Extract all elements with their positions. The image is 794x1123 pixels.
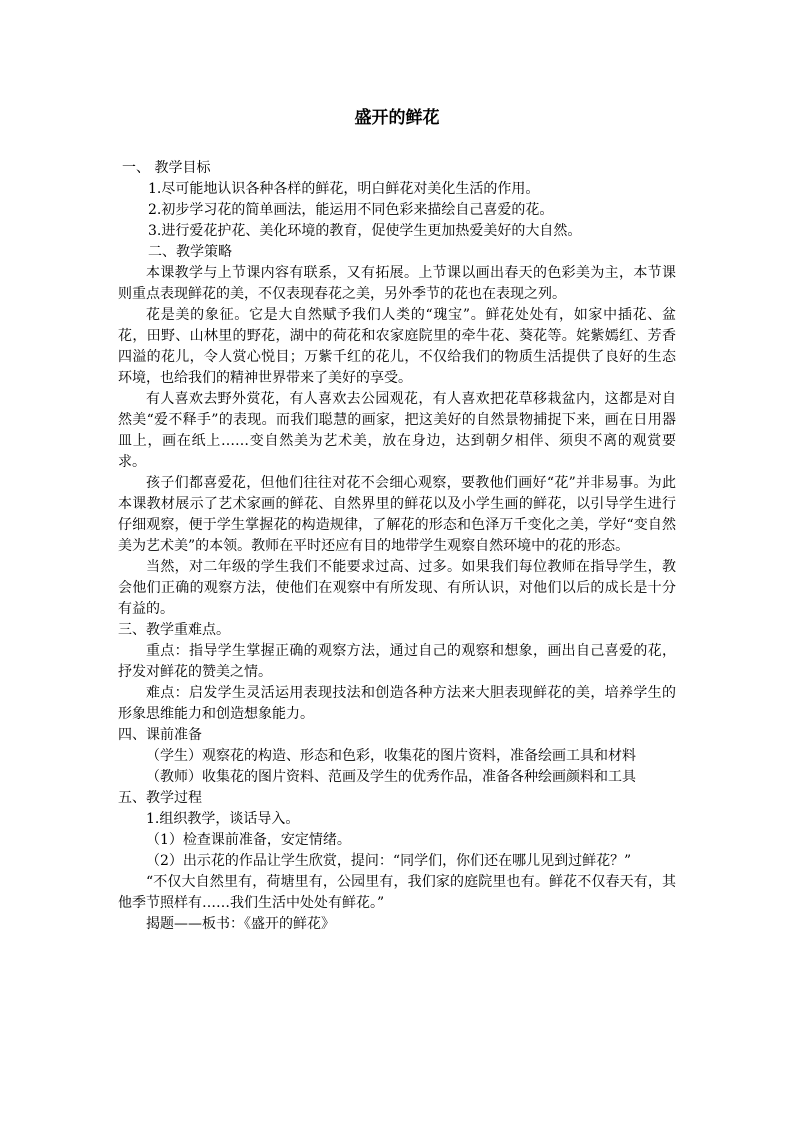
paragraph: 孩子们都喜爱花，但他们往往对花不会细心观察，要教他们画好“花”并非易事。为此本课教材展示了艺术家画的鲜花、自然界里的鲜花以及小学生画的鲜花，以引导学生进行仔细观察，便于学生掌握花的构造规律，了解花的形态和色泽万千变化之美，学好“变自然美为艺术美”的本领。教师在平时还应有目的地带学生观察自然环境中的花的形态。 bbox=[118, 475, 676, 554]
paragraph: 当然，对二年级的学生我们不能要求过高、过多。如果我们每位教师在指导学生，教会他们正确的观察方法，使他们在观察中有所发现、有所认识，对他们以后的成长是十分有益的。 bbox=[118, 559, 676, 617]
paragraph: “不仅大自然里有，荷塘里有，公园里有，我们家的庭院里也有。鲜花不仅春天有，其他季节照样有……我们生活中处处有鲜花。” bbox=[118, 874, 676, 911]
paragraph: 二、教学策略 bbox=[148, 244, 232, 260]
paragraph: （1）检查课前准备，安定情绪。 bbox=[146, 832, 351, 848]
section-heading: 三、教学重难点。 bbox=[118, 622, 230, 638]
section-heading: 四、课前准备 bbox=[118, 727, 202, 743]
paragraph: （2）出示花的作品让学生欣赏，提问：“同学们，你们还在哪儿见到过鲜花？” bbox=[146, 853, 632, 869]
paragraph: 难点：启发学生灵活运用表现技法和创造各种方法来大胆表现鲜花的美，培养学生的形象思维能力和创造想象能力。 bbox=[118, 685, 676, 722]
paragraph: （学生）观察花的构造、形态和色彩，收集花的图片资料，准备绘画工具和材料 bbox=[146, 748, 636, 764]
paragraph: （教师）收集花的图片资料、范画及学生的优秀作品，准备各种绘画颜料和工具 bbox=[146, 769, 636, 785]
section-heading: 五、教学过程 bbox=[118, 790, 202, 806]
paragraph: 1.尽可能地认识各种各样的鲜花，明白鲜花对美化生活的作用。 bbox=[148, 181, 540, 197]
paragraph: 1.组织教学，谈话导入。 bbox=[146, 811, 300, 827]
paragraph: 重点：指导学生掌握正确的观察方法，通过自己的观察和想象，画出自己喜爱的花，抒发对鲜花的赞美之情。 bbox=[118, 643, 676, 680]
document-body bbox=[118, 158, 676, 935]
paragraph: 3.进行爱花护花、美化环境的教育，促使学生更加热爱美好的大自然。 bbox=[148, 223, 582, 239]
paragraph: 2.初步学习花的简单画法，能运用不同色彩来描绘自己喜爱的花。 bbox=[148, 202, 554, 218]
paragraph: 揭题——板书：《盛开的鲜花》 bbox=[146, 916, 335, 932]
document-title: 盛开的鲜花 bbox=[354, 108, 440, 128]
paragraph: 花是美的象征。它是大自然赋予我们人类的“瑰宝”。鲜花处处有，如家中插花、盆花，田野、山林里的野花，湖中的荷花和农家庭院里的牵牛花、葵花等。姹紫嫣红、芳香四溢的花儿，令人赏心悦目；万紫千红的花儿，不仅给我们的物质生活提供了良好的生态环境，也给我们的精神世界带来了美好的享受。 bbox=[118, 307, 676, 386]
paragraph: 本课教学与上节课内容有联系，又有拓展。上节课以画出春天的色彩美为主，本节课则重点表现鲜花的美，不仅表现春花之美，另外季节的花也在表现之列。 bbox=[118, 265, 676, 302]
paragraph: 有人喜欢去野外赏花，有人喜欢去公园观花，有人喜欢把花草移栽盆内，这都是对自然美“爱不释手”的表现。而我们聪慧的画家，把这美好的自然景物捕捉下来，画在日用器皿上，画在纸上……变自然美为艺术美，放在身边，达到朝夕相伴、须臾不离的观赏要求。 bbox=[118, 391, 676, 470]
section-heading: 一、 教学目标 bbox=[122, 160, 211, 176]
